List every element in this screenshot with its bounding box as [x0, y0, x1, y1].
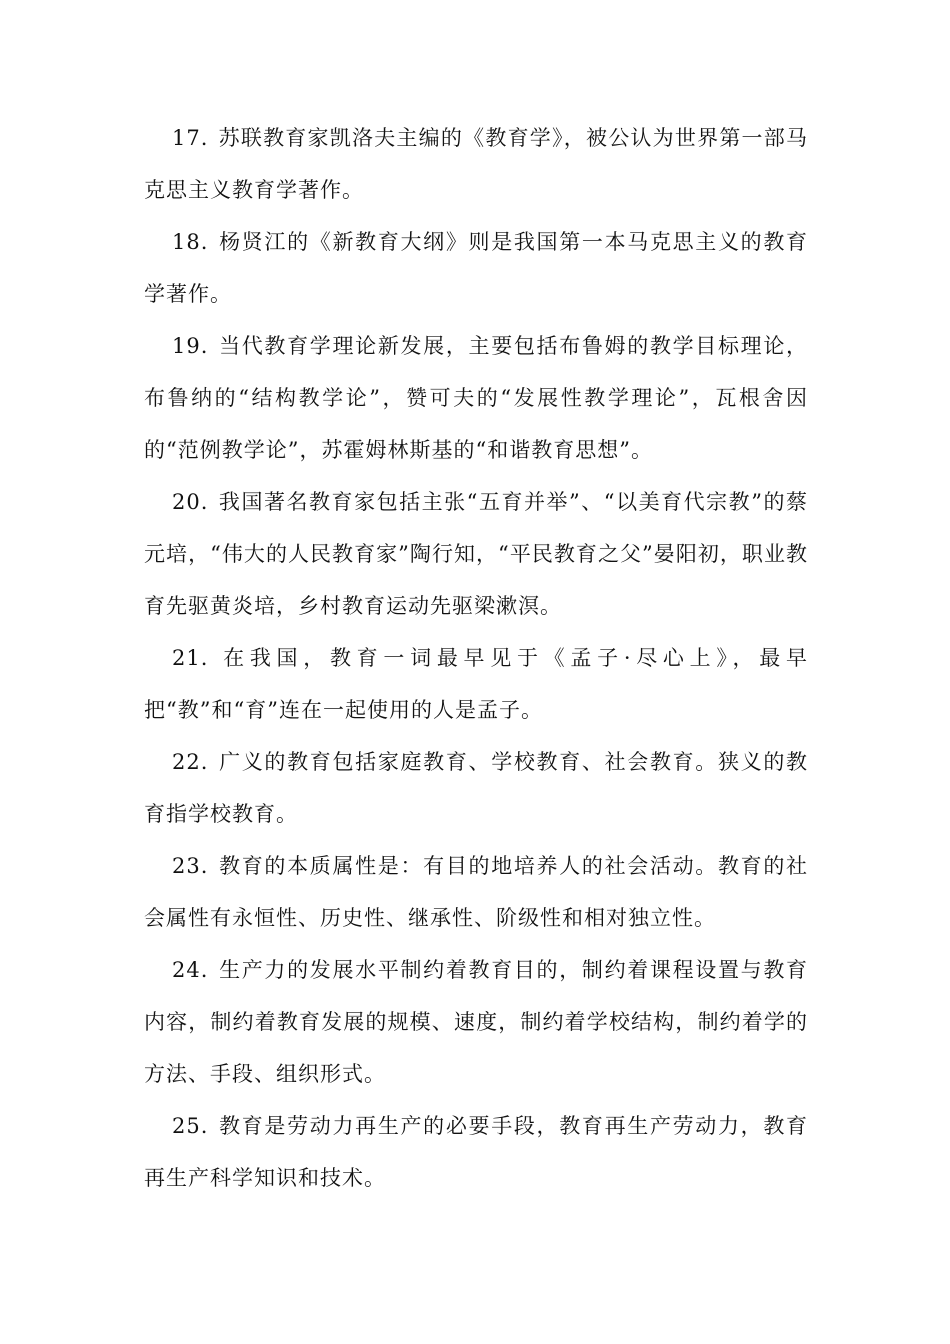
list-item — [144, 216, 808, 320]
list-item — [144, 944, 808, 1100]
list-item — [144, 320, 808, 476]
list-item — [144, 112, 808, 216]
list-item — [144, 476, 808, 632]
item-text: 教育是劳动力再生产的必要手段，教育再生产劳动力，教育再生产科学知识和技术。 — [144, 1114, 808, 1190]
item-text: 我国著名教育家包括主张“五育并举”、“以美育代宗教”的蔡元培，“伟大的人民教育家”陶行知，“平民教育之父”晏阳初，职业教育先驱黄炎培，乡村教育运动先驱梁漱溟。 — [144, 490, 808, 618]
list-item — [144, 840, 808, 944]
item-text: 广义的教育包括家庭教育、学校教育、社会教育。狭义的教育指学校教育。 — [144, 750, 808, 826]
list-item — [144, 632, 808, 736]
list-item — [144, 736, 808, 840]
item-number: 21. — [172, 646, 209, 670]
item-number: 25. — [172, 1114, 209, 1138]
item-text: 生产力的发展水平制约着教育目的，制约着课程设置与教育内容，制约着教育发展的规模、速度，制约着学校结构，制约着学的方法、手段、组织形式。 — [144, 958, 808, 1086]
item-number: 17. — [172, 126, 209, 150]
item-number: 24. — [172, 958, 209, 982]
item-text: 当代教育学理论新发展，主要包括布鲁姆的教学目标理论，布鲁纳的“结构教学论”，赞可夫的“发展性教学理论”，瓦根舍因的“范例教学论”，苏霍姆林斯基的“和谐教育思想”。 — [144, 334, 808, 462]
item-number: 20. — [172, 490, 209, 514]
item-text: 杨贤江的《新教育大纲》则是我国第一本马克思主义的教育学著作。 — [144, 230, 808, 306]
document-body — [144, 112, 808, 1204]
item-number: 19. — [172, 334, 209, 358]
item-text: 苏联教育家凯洛夫主编的《教育学》，被公认为世界第一部马克思主义教育学著作。 — [144, 126, 808, 202]
item-number: 23. — [172, 854, 209, 878]
list-item — [144, 1100, 808, 1204]
item-text: 在我国，教育一词最早见于《孟子·尽心上》，最早把“教”和“育”连在一起使用的人是孟子。 — [144, 646, 808, 722]
item-text: 教育的本质属性是：有目的地培养人的社会活动。教育的社会属性有永恒性、历史性、继承性、阶级性和相对独立性。 — [144, 854, 808, 930]
item-number: 18. — [172, 230, 209, 254]
item-number: 22. — [172, 750, 209, 774]
